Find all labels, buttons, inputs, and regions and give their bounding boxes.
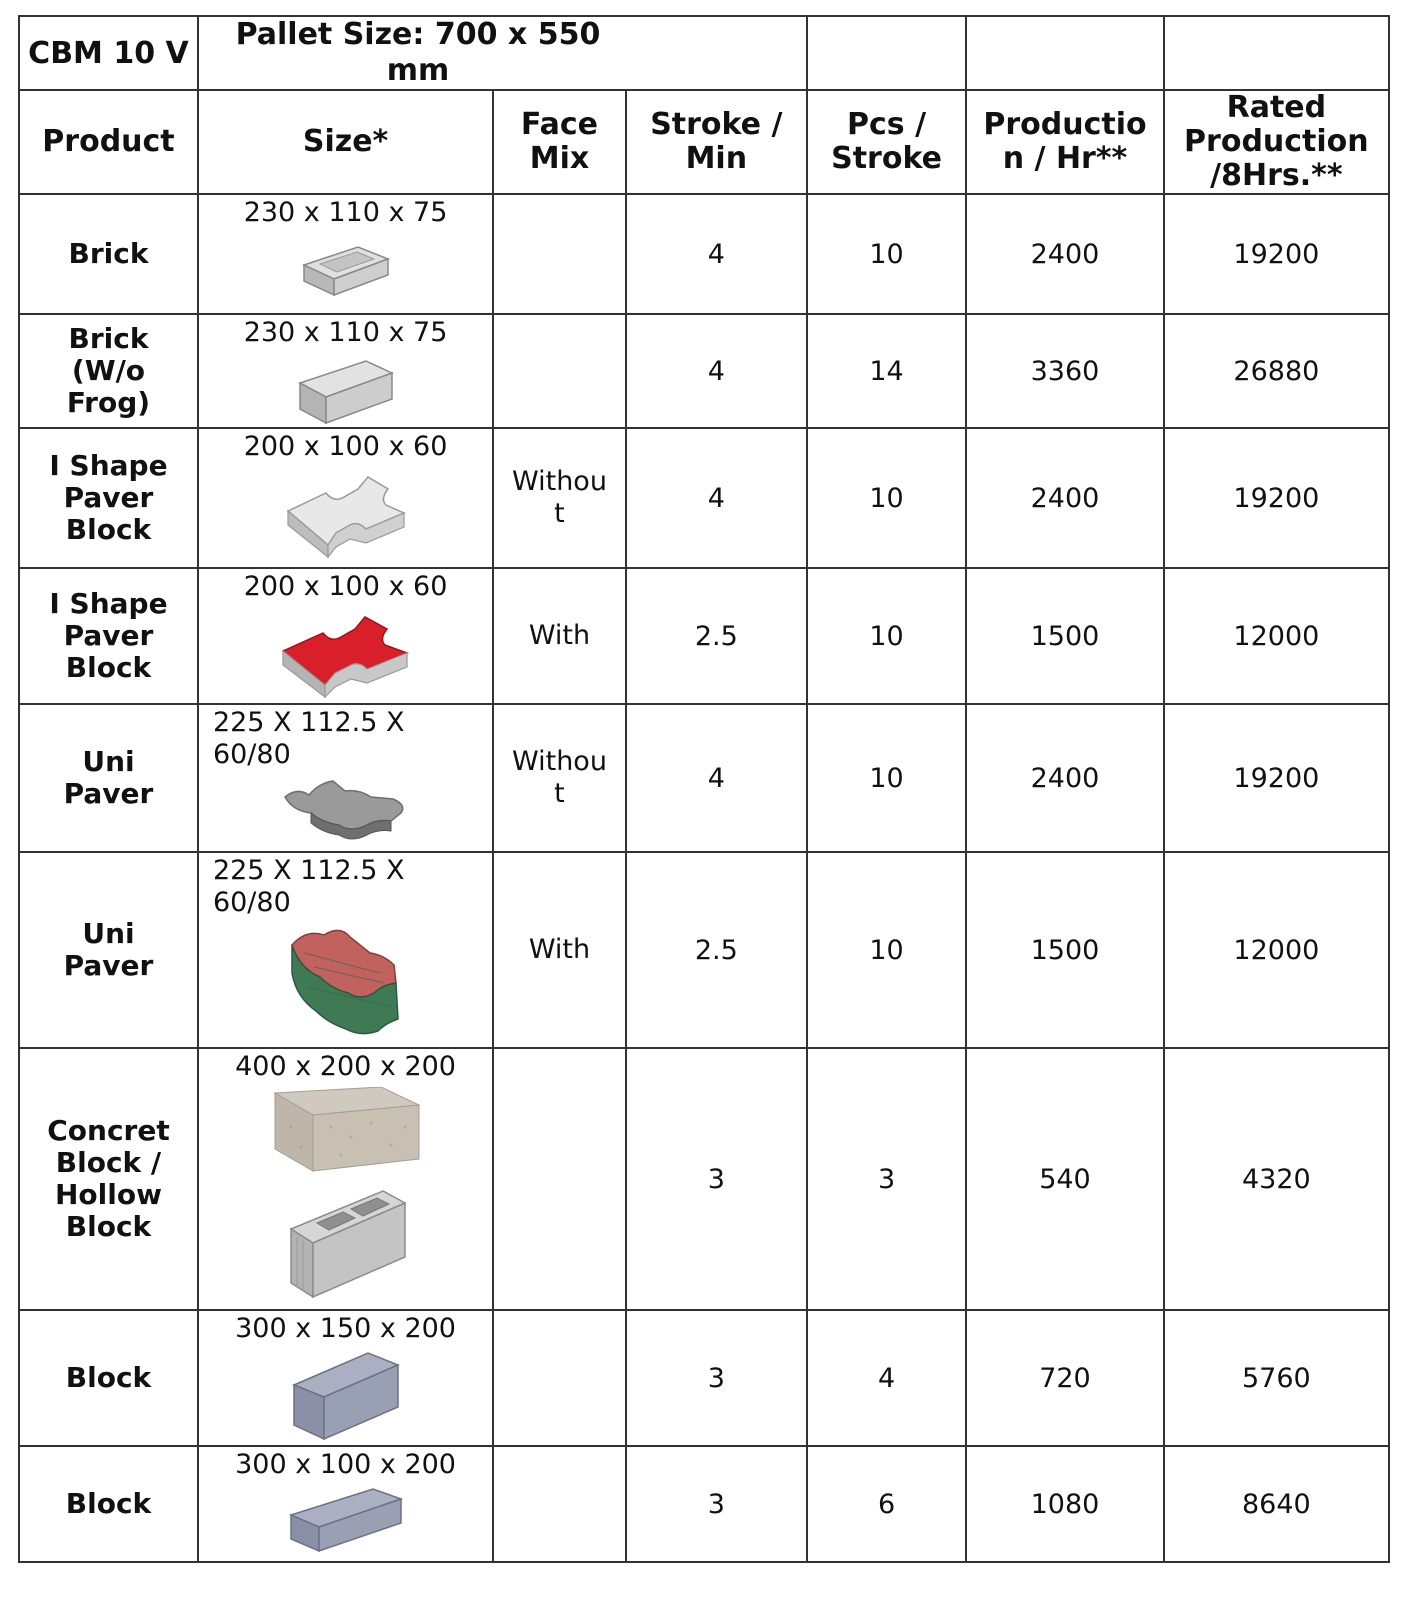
size-value: 200 x 100 x 60 [243,431,448,462]
production-hr: 1500 [966,568,1163,704]
table-row [19,852,1389,1048]
col-face-mix-text: Face Mix [520,107,599,176]
size-value [199,705,492,771]
face-mix [493,1048,626,1310]
product-name: Block [19,1446,198,1562]
stroke-min: 4 [626,704,807,852]
face-mix [493,704,626,852]
size-value: 230 x 110 x 75 [243,197,448,228]
face-mix [493,428,626,568]
size-cell [198,852,493,1048]
size-value: 200 x 100 x 60 [243,571,448,602]
product-name [19,428,198,568]
stroke-min: 3 [626,1048,807,1310]
stroke-min: 4 [626,314,807,428]
production-8hrs: 8640 [1164,1446,1389,1562]
empty-header-cell [966,16,1163,90]
production-hr: 540 [966,1048,1163,1310]
stroke-min: 2.5 [626,568,807,704]
pcs-stroke: 4 [807,1310,966,1446]
block-large-icon [290,1349,402,1441]
size-value-text: 225 X 112.5 X 60/80 [212,855,405,918]
pcs-stroke: 10 [807,704,966,852]
face-mix [493,1446,626,1562]
pcs-stroke: 10 [807,568,966,704]
product-name-text: Uni Paver [63,917,154,982]
production-8hrs: 5760 [1164,1310,1389,1446]
col-prod-8hrs-text: Rated Production /8Hrs.** [1184,90,1369,193]
product-name: Block [19,1310,198,1446]
size-cell [198,428,493,568]
empty-header-cell [1164,16,1389,90]
table-row [19,704,1389,852]
face-mix [493,194,626,314]
stroke-min: 2.5 [626,852,807,1048]
pcs-stroke: 3 [807,1048,966,1310]
i-shape-paver-grey-icon [284,467,408,559]
size-value: 300 x 150 x 200 [235,1313,456,1344]
production-hr: 3360 [966,314,1163,428]
production-8hrs: 19200 [1164,428,1389,568]
column-header-row [19,90,1389,194]
production-hr: 2400 [966,428,1163,568]
product-name [19,704,198,852]
size-value: 400 x 200 x 200 [235,1051,456,1082]
col-prod-hr-text: Productio n / Hr** [983,107,1147,176]
table-row [19,428,1389,568]
size-cell [198,1446,493,1562]
face-mix [493,314,626,428]
concrete-hollow-block-icon [271,1087,421,1301]
col-size: Size* [198,90,493,194]
col-stroke-min-text: Stroke / Min [650,107,783,176]
size-cell [198,194,493,314]
size-value: 300 x 100 x 200 [235,1449,456,1480]
production-8hrs: 4320 [1164,1048,1389,1310]
face-mix-text: Withou t [512,466,607,529]
stroke-min: 3 [626,1310,807,1446]
empty-header-cell [807,16,966,90]
size-cell [198,568,493,704]
size-value: 230 x 110 x 75 [243,317,448,348]
pcs-stroke: 14 [807,314,966,428]
stroke-min: 4 [626,194,807,314]
model-header-row [19,16,1389,90]
product-name-text: Brick (W/o Frog) [66,322,151,419]
pcs-stroke: 6 [807,1446,966,1562]
size-cell [198,704,493,852]
size-cell [198,1310,493,1446]
stroke-min: 4 [626,428,807,568]
face-mix [493,1310,626,1446]
production-8hrs: 19200 [1164,194,1389,314]
size-value-text: 225 X 112.5 X 60/80 [212,707,405,770]
uni-paver-grey-icon [281,775,411,845]
product-name-text: I Shape Paver Block [49,587,168,684]
pallet-size [198,16,807,90]
production-hr: 1080 [966,1446,1163,1562]
col-face-mix [493,90,626,194]
col-stroke-min [626,90,807,194]
product-name [19,1048,198,1310]
production-hr: 1500 [966,852,1163,1048]
block-slim-icon [287,1485,405,1553]
face-mix: With [493,852,626,1048]
solid-brick-icon [294,353,398,427]
production-hr: 2400 [966,194,1163,314]
size-value [199,853,492,919]
pcs-stroke: 10 [807,852,966,1048]
production-8hrs: 26880 [1164,314,1389,428]
size-cell [198,1048,493,1310]
table-row [19,194,1389,314]
production-hr: 720 [966,1310,1163,1446]
product-name-text: I Shape Paver Block [49,449,168,546]
production-8hrs: 12000 [1164,568,1389,704]
col-product: Product [19,90,198,194]
pcs-stroke: 10 [807,428,966,568]
production-8hrs: 12000 [1164,852,1389,1048]
product-name-text: Concret Block / Hollow Block [47,1114,170,1243]
product-name-text: Uni Paver [63,745,154,810]
stroke-min: 3 [626,1446,807,1562]
product-name: Brick [19,194,198,314]
product-name [19,314,198,428]
i-shape-paver-red-icon [279,607,413,699]
col-pcs-stroke-text: Pcs / Stroke [831,107,942,176]
face-mix: With [493,568,626,704]
table-row [19,1048,1389,1310]
frogged-brick-icon [296,233,396,303]
uni-paver-red-icon [284,923,408,1043]
pcs-stroke: 10 [807,194,966,314]
table-row [19,314,1389,428]
pallet-size-text: Pallet Size: 700 x 550 mm [235,17,601,88]
table-row [19,568,1389,704]
product-name [19,568,198,704]
col-prod-hr [966,90,1163,194]
product-name [19,852,198,1048]
col-prod-8hrs [1164,90,1389,194]
production-table [18,15,1390,1563]
face-mix-text: Withou t [512,746,607,809]
table-row [19,1310,1389,1446]
production-8hrs: 19200 [1164,704,1389,852]
production-hr: 2400 [966,704,1163,852]
table-row [19,1446,1389,1562]
col-pcs-stroke [807,90,966,194]
model-name: CBM 10 V [19,16,198,90]
size-cell [198,314,493,428]
